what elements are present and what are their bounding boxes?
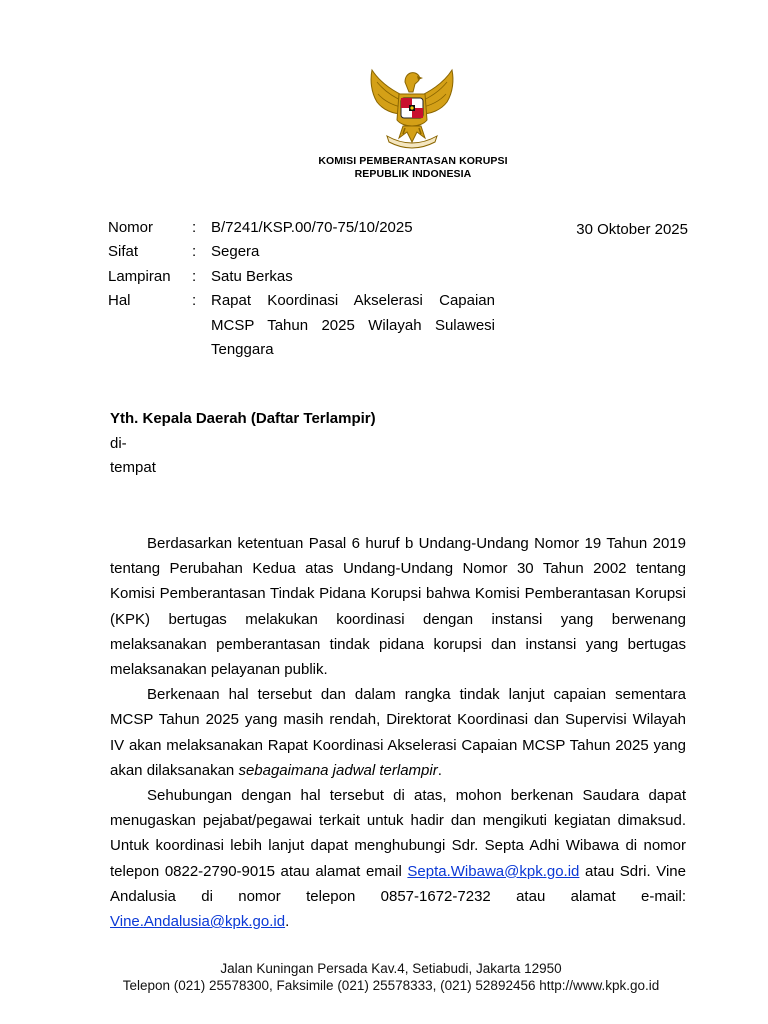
email-link-septa[interactable]: Septa.Wibawa@kpk.go.id — [407, 862, 580, 880]
recipient-di: di- — [110, 435, 127, 452]
footer-address: Jalan Kuningan Persada Kav.4, Setiabudi, Jakarta 12950 — [220, 961, 562, 976]
paragraph-3-text-a: Sehubungan dengan hal tersebut di atas, mohon berkenan Saudara dapat menugaskan pejabat/pegawai terkait untuk hadir dan mengikuti kegiatan dimaksud. Untuk koordinasi lebih lanjut dapat menghubungi Sdr. Septa Adhi Wibawa di nomor telepon 0822-2790-9015 atau alamat email — [110, 787, 686, 880]
recipient: Yth. Kepala Daerah (Daftar Terlampir) — [110, 410, 376, 427]
meta-label-hal: Hal — [108, 292, 131, 309]
paragraph-3 — [110, 783, 686, 934]
meta-label-nomor: Nomor — [108, 219, 154, 236]
recipient-tempat: tempat — [110, 459, 156, 476]
paragraph-3-text-b: atau Sdri. Vine Andalusia di nomor telepon 0857-1672-7232 atau alamat e-mail: — [110, 862, 686, 905]
meta-colon: : — [192, 219, 197, 236]
paragraph-2-text: Berkenaan hal tersebut dan dalam rangka tindak lanjut capaian sementara MCSP Tahun 2025 yang masih rendah, Direktorat Koordinasi dan Supervisi Wilayah IV akan melaksanakan Rapat Koordinasi Akselerasi Capaian MCSP Tahun 2025 yang akan dilaksanakan — [110, 686, 686, 779]
paragraph-3-end: . — [285, 913, 290, 931]
meta-colon: : — [192, 268, 197, 285]
meta-label-sifat: Sifat — [108, 243, 139, 260]
email-link-vine[interactable]: Vine.Andalusia@kpk.go.id — [110, 913, 286, 931]
meta-colon: : — [192, 243, 197, 260]
meta-value-lampiran: Satu Berkas — [211, 268, 293, 285]
meta-value-nomor: B/7241/KSP.00/70-75/10/2025 — [211, 219, 413, 236]
paragraph-2-end: . — [437, 761, 442, 779]
paragraph-2 — [110, 682, 686, 783]
meta-label-lampiran: Lampiran — [108, 268, 171, 285]
letter-body — [110, 531, 686, 934]
organization-country: REPUBLIK INDONESIA — [354, 168, 472, 180]
meta-colon: : — [192, 292, 197, 309]
garuda-pancasila-emblem-icon — [365, 62, 459, 150]
paragraph-1: Berdasarkan ketentuan Pasal 6 huruf b Undang-Undang Nomor 19 Tahun 2019 tentang Perubahan Kedua atas Undang-Undang Nomor 30 Tahun 2002 tentang Komisi Pemberantasan Tindak Pidana Korupsi bahwa Komisi Pemberantasan Korupsi (KPK) bertugas melakukan koordinasi dengan instansi yang berwenang melaksanakan pemberantasan tindak pidana korupsi dan instansi yang bertugas melaksanakan pelayanan publik. — [110, 535, 686, 679]
organization-name: KOMISI PEMBERANTASAN KORUPSI — [318, 155, 508, 167]
letter-date: 30 Oktober 2025 — [576, 221, 688, 238]
meta-value-hal: Rapat Koordinasi Akselerasi Capaian MCSP Tahun 2025 Wilayah Sulawesi Tenggara — [211, 292, 495, 358]
footer-contact: Telepon (021) 25578300, Faksimile (021) 25578333, (021) 52892456 http://www.kpk.go.id — [122, 978, 660, 993]
meta-value-sifat: Segera — [211, 243, 260, 260]
paragraph-2-italic: sebagaimana jadwal terlampir — [238, 761, 438, 779]
